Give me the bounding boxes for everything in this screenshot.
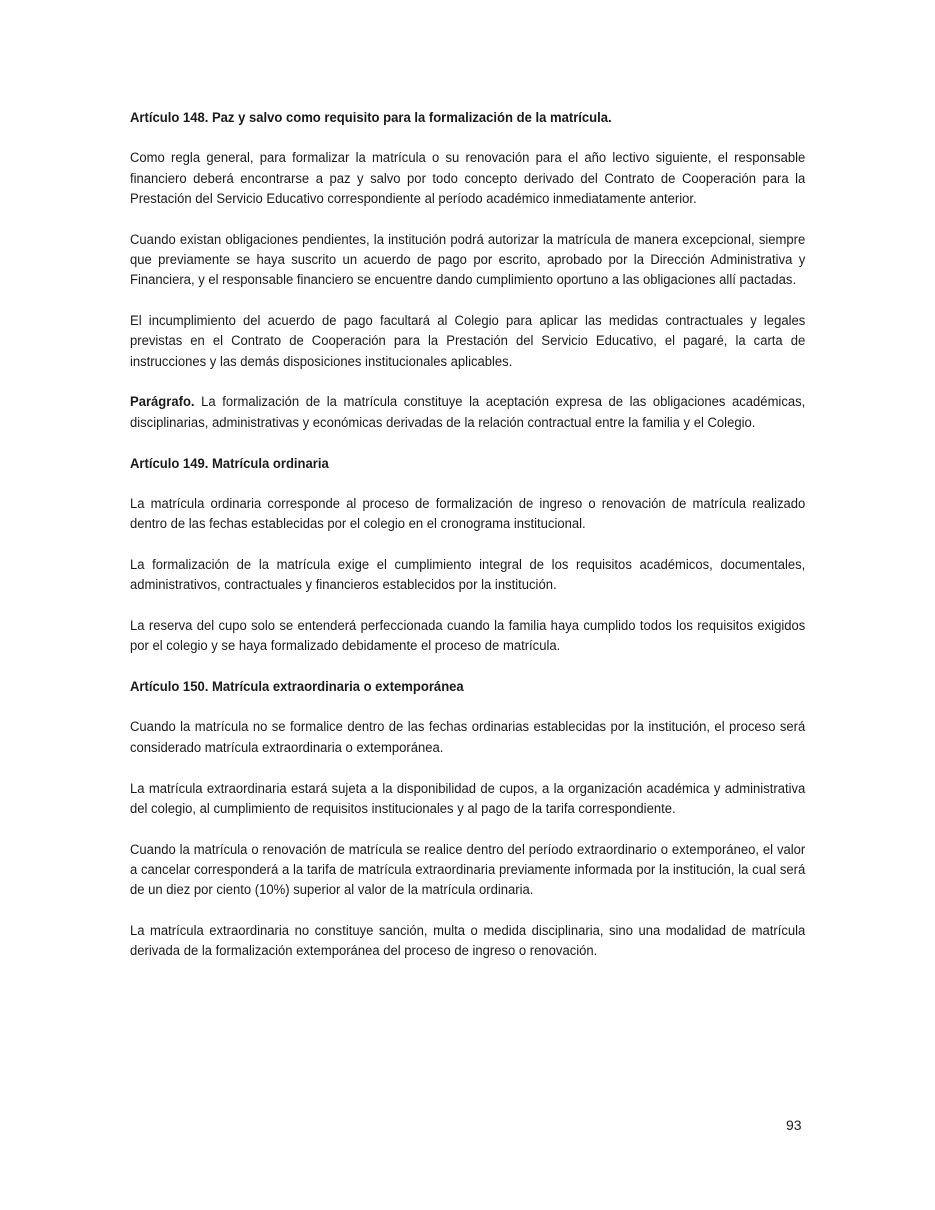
article-148-paragraph: Cuando existan obligaciones pendientes, la institución podrá autorizar la matrícula de manera excepcional, siempre que previamente se haya suscrito un acuerdo de pago por escrito, aprobado por la Dirección Administrativa y Financiera, y el responsable financiero se encuentre dando cumplimiento oportuno a las obligaciones allí pactadas. <box>130 231 806 289</box>
paragrafo-label: Parágrafo. <box>130 394 195 411</box>
article-148-heading: Artículo 148. Paz y salvo como requisito para la formalización de la matrícula. <box>130 110 612 126</box>
article-149-heading: Artículo 149. Matrícula ordinaria <box>130 455 329 472</box>
article-148-paragraph: Como regla general, para formalizar la matrícula o su renovación para el año lectivo siguiente, el responsable financiero deberá encontrarse a paz y salvo por todo concepto derivado del Contrato de Cooperación para la Prestación del Servicio Educativo correspondiente al período académico inmediatamente anterior. <box>130 150 806 207</box>
article-148-paragrafo <box>130 392 805 433</box>
article-149-paragraph: La formalización de la matrícula exige el cumplimiento integral de los requisitos académicos, documentales, administrativos, contractuales y financieros establecidos por la institución. <box>130 556 806 594</box>
article-149-paragraph: La reserva del cupo solo se entenderá perfeccionada cuando la familia haya cumplido todos los requisitos exigidos por el colegio y se haya formalizado debidamente el proceso de matrícula. <box>130 618 806 655</box>
article-150-paragraph: Cuando la matrícula o renovación de matrícula se realice dentro del período extraordinario o extemporáneo, el valor a cancelar corresponderá a la tarifa de matrícula extraordinaria previamente informada por la institución, la cual será de un diez por ciento (10%) superior al valor de la matrícula ordinaria. <box>130 841 806 899</box>
paragrafo-text: La formalización de la matrícula constituye la aceptación expresa de las obligaciones académicas, disciplinarias, administrativas y económicas derivadas de la relación contractual entre la familia y el Colegio. <box>130 394 806 431</box>
article-148-paragraph: El incumplimiento del acuerdo de pago facultará al Colegio para aplicar las medidas contractuales y legales previstas en el Contrato de Cooperación para la Prestación del Servicio Educativo, el pagaré, la carta de instrucciones y las demás disposiciones institucionales aplicables. <box>130 313 806 370</box>
article-150-paragraph: La matrícula extraordinaria estará sujeta a la disponibilidad de cupos, a la organización académica y administrativa del colegio, al cumplimiento de requisitos institucionales y al pago de la tarifa correspondiente. <box>130 780 806 817</box>
article-150-heading: Artículo 150. Matrícula extraordinaria o extemporánea <box>130 679 464 696</box>
document-page <box>130 108 805 982</box>
article-150-paragraph: La matrícula extraordinaria no constituye sanción, multa o medida disciplinaria, sino una modalidad de matrícula derivada de la formalización extemporánea del proceso de ingreso o renovación. <box>130 923 806 960</box>
article-150-paragraph: Cuando la matrícula no se formalice dentro de las fechas ordinarias establecidas por la institución, el proceso será considerado matrícula extraordinaria o extemporánea. <box>130 719 806 756</box>
page-number: 93 <box>786 1117 802 1133</box>
article-149-paragraph: La matrícula ordinaria corresponde al proceso de formalización de ingreso o renovación de matrícula realizado dentro de las fechas establecidas por el colegio en el cronograma institucional. <box>130 495 806 533</box>
